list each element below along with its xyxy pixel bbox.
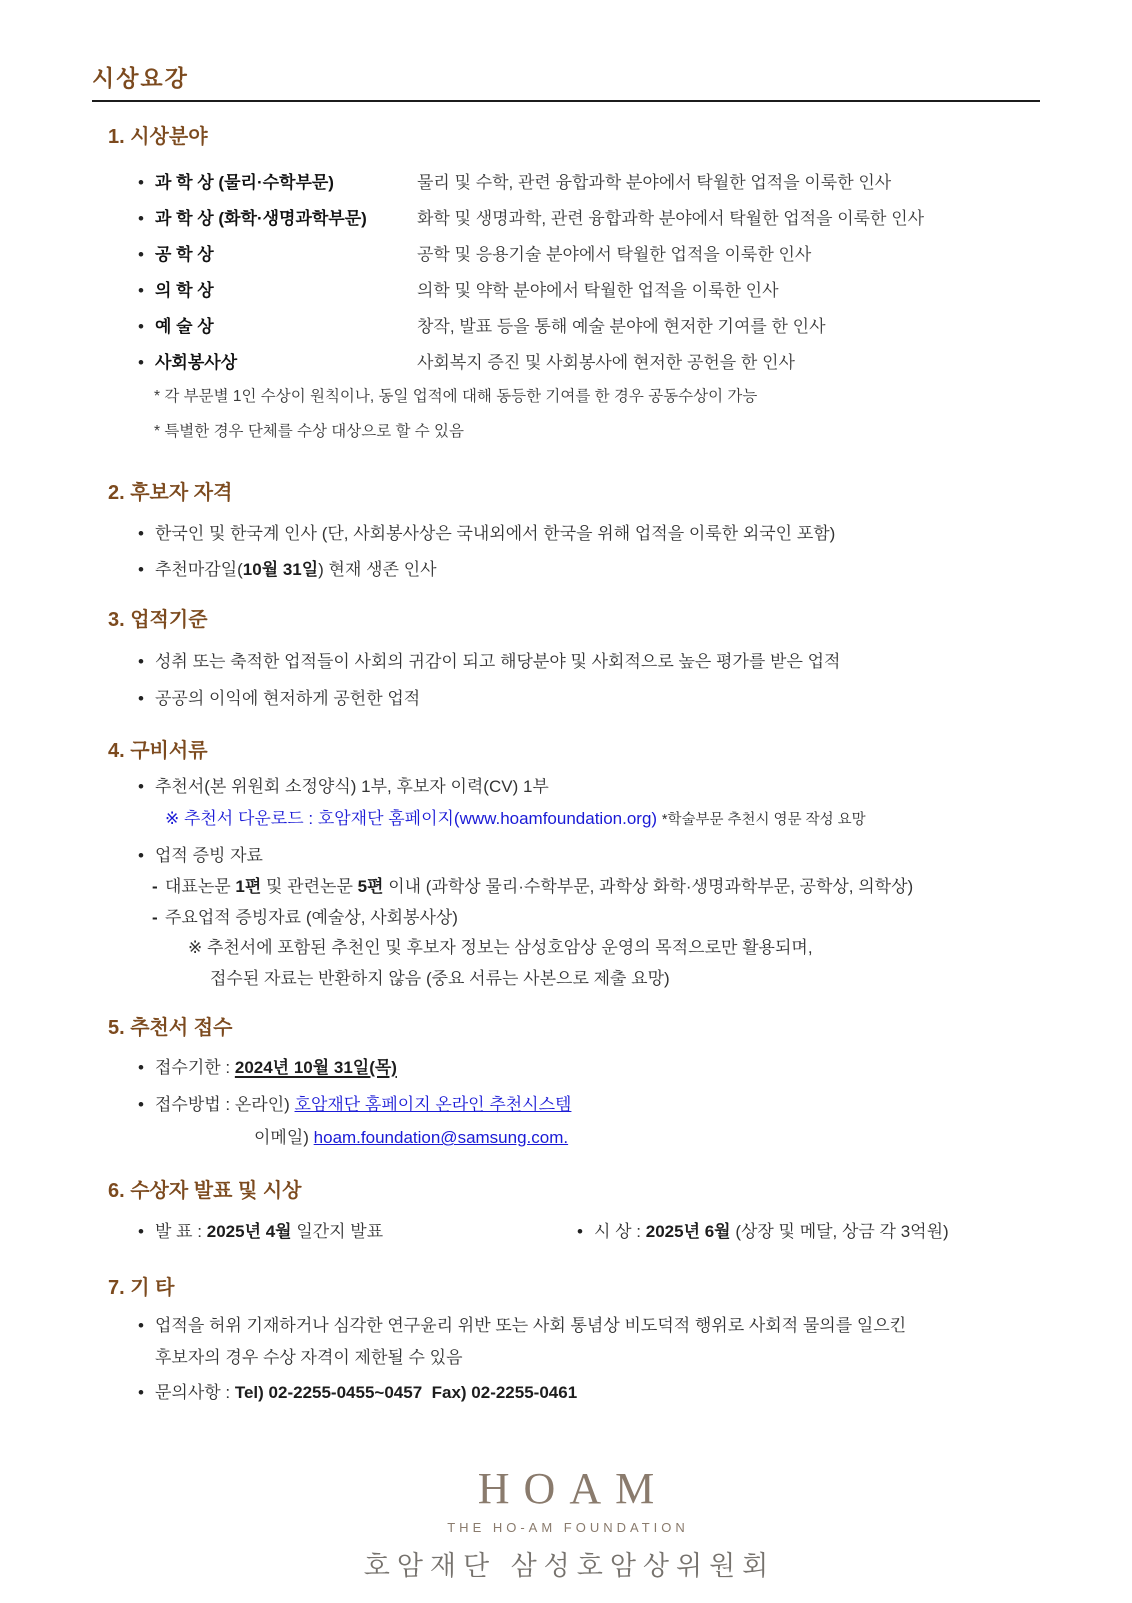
award-name: • 예 술 상 (155, 317, 214, 336)
announce-rest: 일간지 발표 (291, 1222, 384, 1241)
text-run: 이내 (과학상 물리·수학부문, 과학상 화학·생명과학부문, 공학상, 의학상) (383, 877, 914, 896)
section-heading-2: 2. 후보자 자격 (108, 482, 233, 504)
deadline-date: 2024년 10월 31일(목) (234, 1058, 397, 1077)
section-heading-4: 4. 구비서류 (108, 740, 208, 762)
award-desc: 물리 및 수학, 관련 융합과학 분야에서 탁월한 업적을 이룩한 인사 (417, 173, 892, 192)
list-item (138, 844, 1040, 867)
award-row (138, 315, 1040, 338)
section-candidate-eligibility (92, 481, 1040, 581)
award-name: • 과 학 상 (물리·수학부문) (155, 173, 334, 192)
announce-item (138, 1220, 577, 1243)
award-note: * 각 부문별 1인 수상이 원칙이나, 동일 업적에 대해 동등한 기여를 한 경우 공동수상이 가능 (154, 388, 758, 405)
method-line (155, 1093, 571, 1116)
footer (92, 1464, 1040, 1581)
award-row (138, 279, 1040, 302)
list-item (138, 1314, 1040, 1369)
ceremony-rest: (상장 및 메달, 상금 각 3억원) (730, 1222, 949, 1241)
section-heading-3: 3. 업적기준 (108, 609, 208, 631)
email-label: 이메일) (254, 1128, 314, 1147)
privacy-note-line2: 접수된 자료는 반환하지 않음 (중요 서류는 사본으로 제출 요망) (210, 969, 670, 988)
award-desc: 의학 및 약학 분야에서 탁월한 업적을 이룩한 인사 (417, 281, 779, 300)
count-run: 5편 (357, 877, 384, 896)
ceremony-item (577, 1220, 949, 1243)
eligibility-text (155, 558, 437, 581)
text-run: 추천마감일( (155, 560, 243, 579)
award-name: • 의 학 상 (155, 281, 214, 300)
deadline-label: 접수기한 : (155, 1058, 235, 1077)
recommendation-download-link[interactable]: ※ 추천서 다운로드 : 호암재단 홈페이지(www.hoamfoundation.org) (165, 809, 658, 828)
sub-list-item (152, 875, 1040, 898)
award-row (138, 243, 1040, 266)
award-desc: 공학 및 응용기술 분야에서 탁월한 업적을 이룩한 인사 (417, 245, 812, 264)
list-item (138, 1381, 1040, 1404)
text-run: ) 현재 생존 인사 (318, 560, 437, 579)
email-line (188, 1126, 1040, 1149)
privacy-note-line1: ※ 추천서에 포함된 추천인 및 후보자 정보는 삼성호암상 운영의 목적으로만 활용되며, (188, 938, 813, 957)
list-item (138, 558, 1040, 581)
download-line (165, 807, 1040, 832)
method-label: 접수방법 : 온라인) (155, 1095, 295, 1114)
award-note: * 특별한 경우 단체를 수상 대상으로 할 수 있음 (154, 423, 464, 440)
evidence-text: • 업적 증빙 자료 (155, 846, 263, 865)
documents-text: • 추천서(본 위원회 소정양식) 1부, 후보자 이력(CV) 1부 (155, 777, 549, 796)
award-desc: 창작, 발표 등을 통해 예술 분야에 현저한 기여를 한 인사 (417, 317, 826, 336)
award-desc: 화학 및 생명과학, 관련 융합과학 분야에서 탁월한 업적을 이룩한 인사 (417, 209, 925, 228)
deadline-date-run: 10월 31일 (242, 560, 319, 579)
award-row (138, 351, 1040, 374)
list-item (138, 650, 1040, 673)
evidence-materials-text: - 주요업적 증빙자료 (예술상, 사회봉사상) (165, 908, 458, 927)
title-divider (92, 100, 1040, 102)
count-run: 1편 (235, 877, 262, 896)
list-item (138, 1056, 1040, 1079)
announcement-row (92, 1220, 1040, 1243)
section-achievement-criteria (92, 608, 1040, 710)
restriction-text (155, 1314, 906, 1369)
section-required-documents (92, 739, 1040, 990)
section-miscellaneous (92, 1276, 1040, 1404)
section-heading-6: 6. 수상자 발표 및 시상 (108, 1180, 302, 1202)
list-item (138, 687, 1040, 710)
ceremony-date: 2025년 6월 (645, 1222, 731, 1241)
section-heading-7: 7. 기 타 (108, 1277, 175, 1299)
text-run: 대표논문 (165, 877, 236, 896)
award-name: • 공 학 상 (155, 245, 214, 264)
section-heading-1: 1. 시상분야 (108, 126, 208, 148)
announce-date: 2025년 4월 (206, 1222, 292, 1241)
sub-list-item (152, 906, 1040, 929)
papers-text (165, 875, 913, 898)
committee-name: 호암재단 삼성호암상위원회 (363, 1551, 776, 1581)
section-heading-5: 5. 추천서 접수 (108, 1017, 233, 1039)
section-award-fields (92, 125, 1040, 443)
award-row (138, 207, 1040, 230)
section-recommendation-submission (92, 1016, 1040, 1149)
page-title: 시상요강 (92, 65, 189, 91)
list-item (138, 775, 1040, 798)
contact-numbers: Tel) 02-2255-0455~0457 Fax) 02-2255-0461 (234, 1383, 578, 1402)
restriction-line2: 후보자의 경우 수상 자격이 제한될 수 있음 (155, 1348, 463, 1367)
download-note: *학술부문 추천시 영문 작성 요망 (661, 812, 866, 828)
list-item (138, 1093, 1040, 1116)
deadline-line (155, 1056, 397, 1079)
section-announcement-award (92, 1179, 1040, 1243)
hoam-logo-subtitle: THE HO-AM FOUNDATION (447, 1520, 689, 1535)
award-desc: 사회복지 증진 및 사회봉사에 현저한 공헌을 한 인사 (417, 353, 795, 372)
online-recommendation-system-link[interactable]: 호암재단 홈페이지 온라인 추천시스템 (294, 1095, 572, 1114)
award-name: • 과 학 상 (화학·생명과학부문) (155, 209, 367, 228)
announce-line (155, 1220, 383, 1243)
contact-label: 문의사항 : (155, 1383, 235, 1402)
hoam-logo: HOAM (477, 1464, 669, 1513)
award-name: • 사회봉사상 (155, 353, 238, 372)
award-row (138, 171, 1040, 194)
announce-label: 발 표 : (155, 1222, 207, 1241)
ceremony-line (594, 1220, 949, 1243)
criteria-text: • 공공의 이익에 현저하게 공헌한 업적 (155, 689, 421, 708)
email-link[interactable]: hoam.foundation@samsung.com. (313, 1128, 569, 1147)
list-item (138, 522, 1040, 545)
contact-line (155, 1381, 577, 1404)
criteria-text: • 성취 또는 축적한 업적들이 사회의 귀감이 되고 해당분야 및 사회적으로 높은 평가를 받은 업적 (155, 652, 841, 671)
ceremony-label: 시 상 : (594, 1222, 646, 1241)
restriction-line1: • 업적을 허위 기재하거나 심각한 연구윤리 위반 또는 사회 통념상 비도덕적 행위로 사회적 물의를 일으킨 (155, 1316, 907, 1335)
eligibility-text: • 한국인 및 한국계 인사 (단, 사회봉사상은 국내외에서 한국을 위해 업적을 이룩한 외국인 포함) (155, 524, 836, 543)
text-run: 및 관련논문 (261, 877, 358, 896)
